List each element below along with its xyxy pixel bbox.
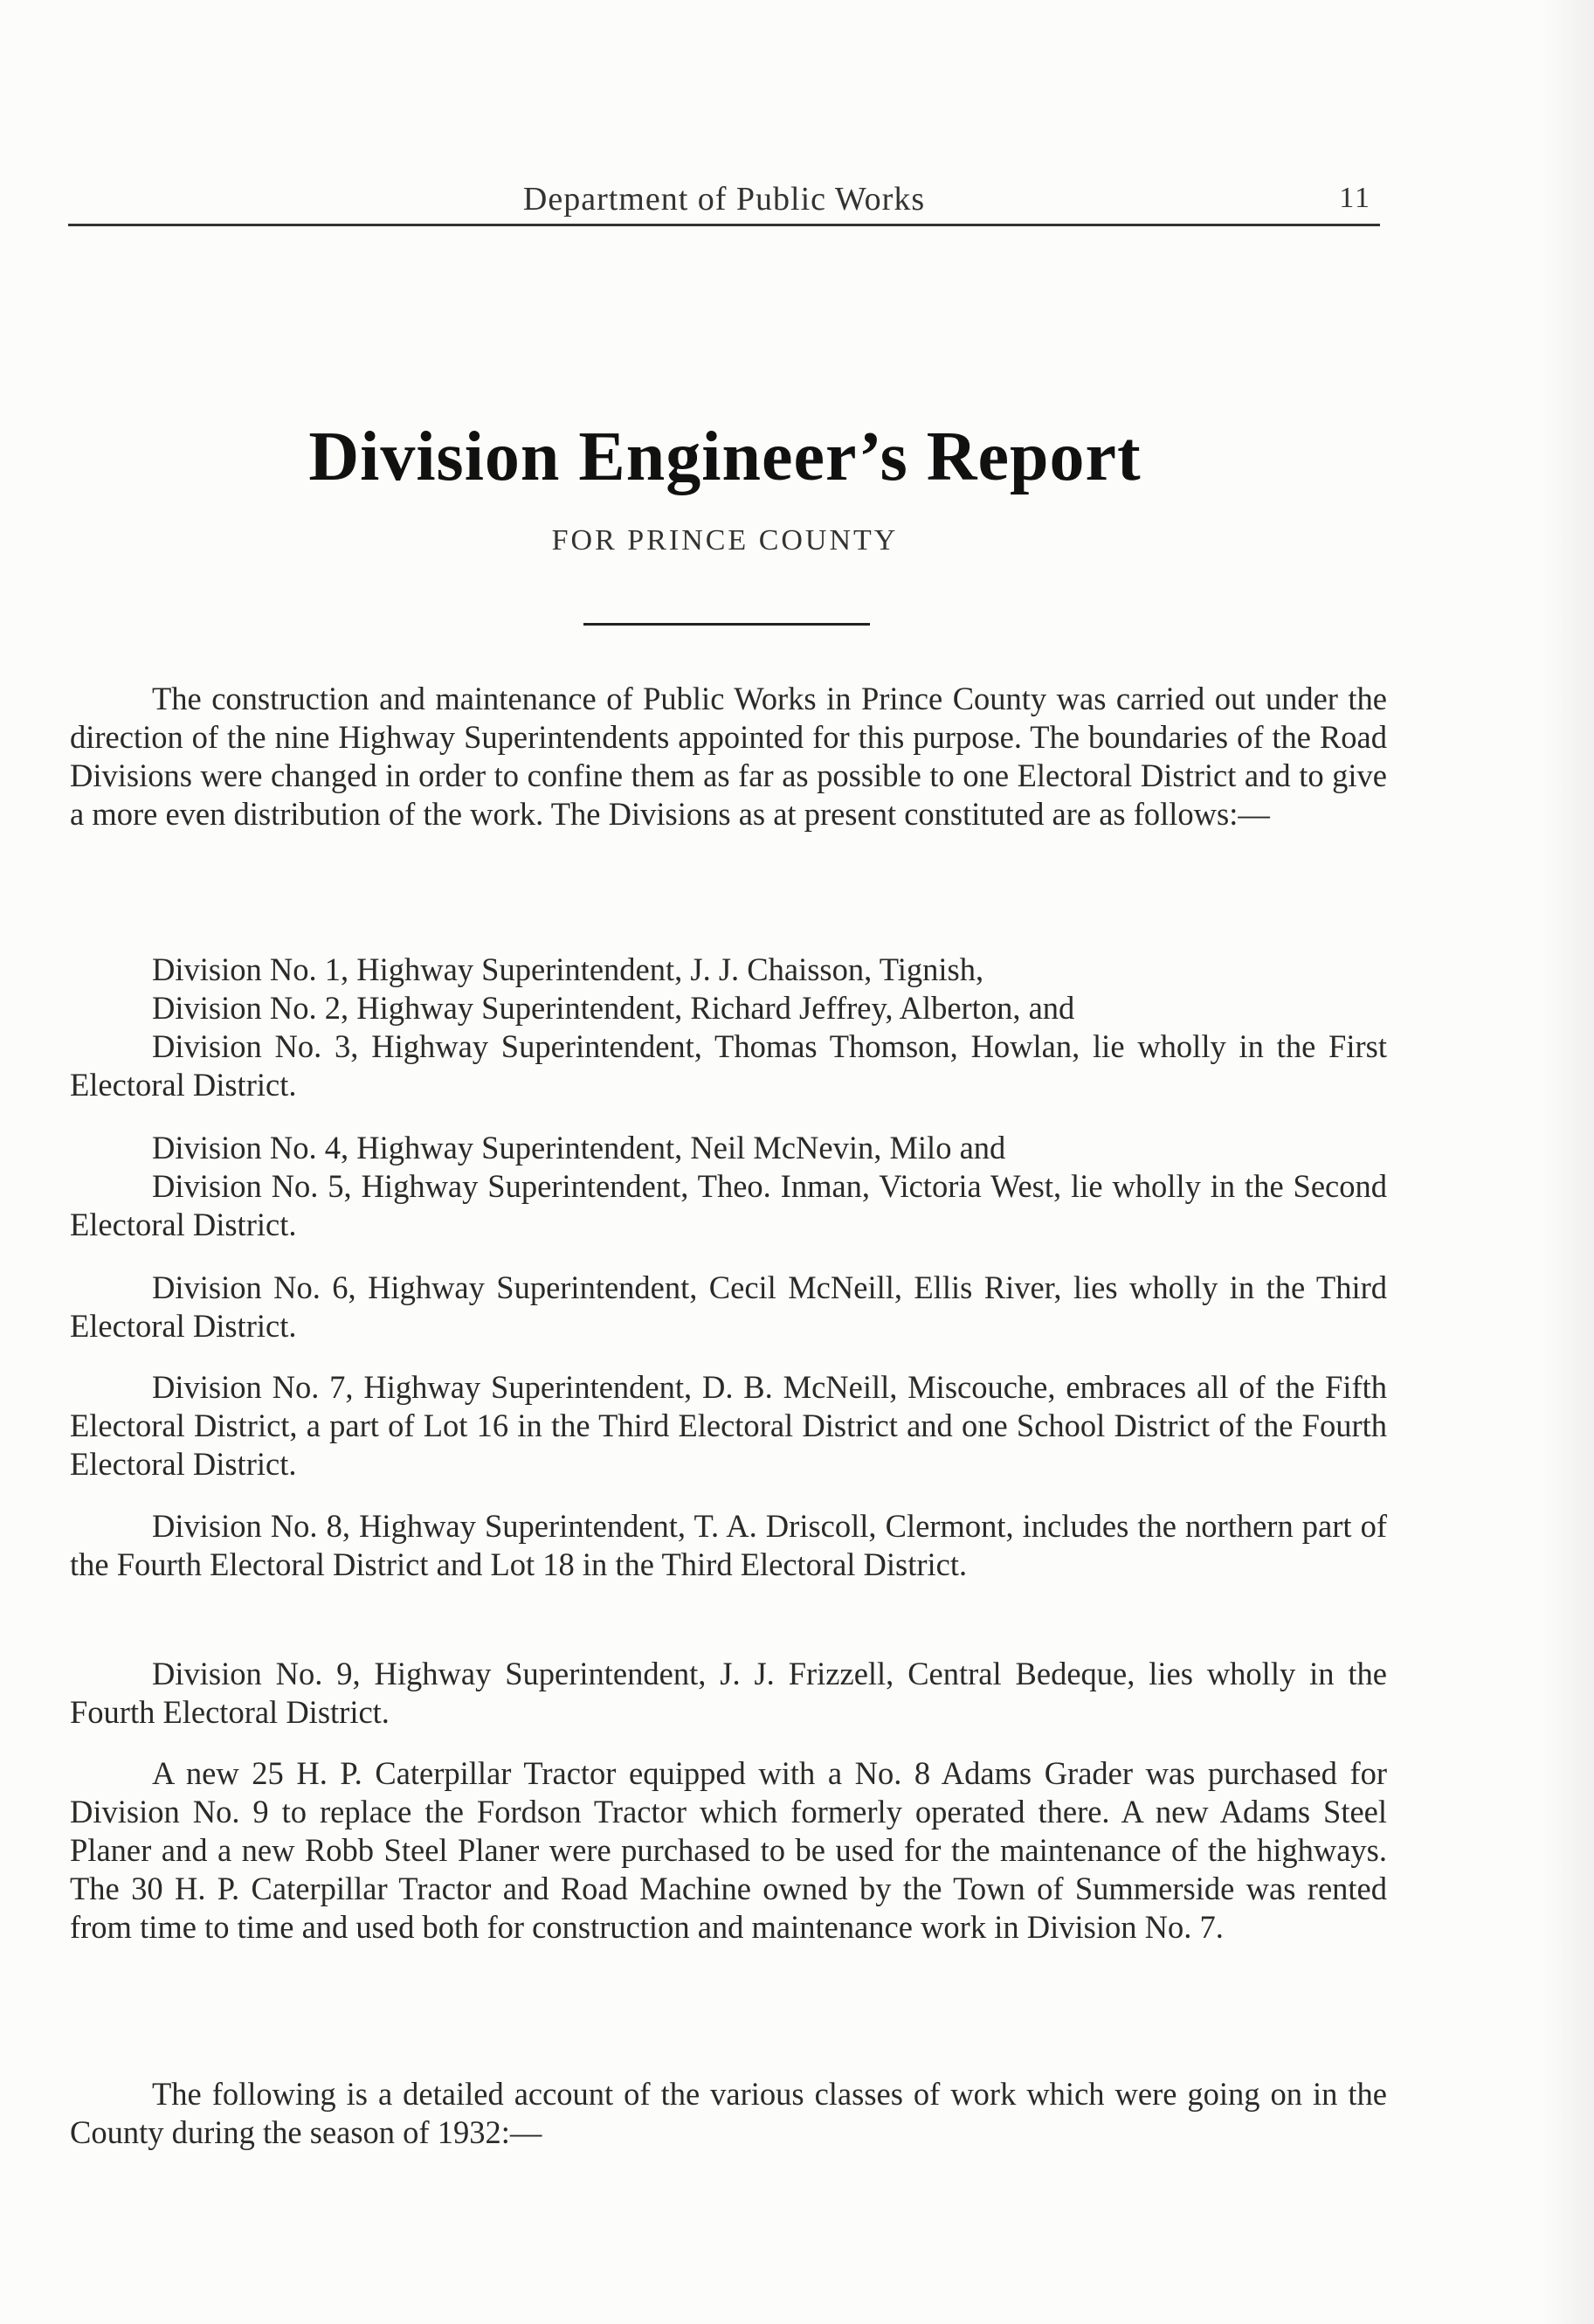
running-header xyxy=(68,175,1380,227)
division-3-text: Division No. 3, Highway Superintendent, Thomas Thomson, Howlan, lie wholly in the First Electoral District. xyxy=(70,1028,1387,1103)
division-8-paragraph xyxy=(70,1507,1387,1584)
division-4-line: Division No. 4, Highway Superintendent, Neil McNevin, Milo and xyxy=(152,1130,1006,1165)
intro-paragraph xyxy=(70,680,1387,833)
division-6-paragraph xyxy=(70,1269,1387,1345)
division-9-text: Division No. 9, Highway Superintendent, J. J. Frizzell, Central Bedeque, lies wholly in the Fourth Electoral District. xyxy=(70,1656,1387,1730)
page-number: 11 xyxy=(1339,182,1371,214)
report-title: Division Engineer’s Report xyxy=(308,418,1142,495)
closing-paragraph xyxy=(70,2075,1387,2152)
title-divider xyxy=(583,623,870,626)
divisions-4-5-paragraph xyxy=(70,1129,1387,1244)
division-1-line: Division No. 1, Highway Superintendent, J. J. Chaisson, Tignish, xyxy=(152,951,984,987)
page-edge xyxy=(1542,0,1594,2324)
intro-text: The construction and maintenance of Public Works in Prince County was carried out under the direction of the nine Highway Superintendents appointed for this purpose. The boundaries of the Road Divisions were changed in order to confine them as far as possible to one Electoral District and to give a more even distribution of the work. The Divisions as at present constituted are as follows:— xyxy=(70,681,1387,832)
division-8-text: Division No. 8, Highway Superintendent, T. A. Driscoll, Clermont, includes the northern part of the Fourth Electoral District and Lot 18 in the Third Electoral District. xyxy=(70,1508,1387,1582)
header-rule xyxy=(68,224,1380,226)
division-5-text: Division No. 5, Highway Superintendent, Theo. Inman, Victoria West, lie wholly in the Second Electoral District. xyxy=(70,1168,1387,1242)
running-title: Department of Public Works xyxy=(522,181,926,218)
division-9-paragraph xyxy=(70,1655,1387,1732)
division-6-text: Division No. 6, Highway Superintendent, Cecil McNeill, Ellis River, lies wholly in the Third Electoral District. xyxy=(70,1269,1387,1344)
equipment-paragraph xyxy=(70,1754,1387,1947)
division-2-line: Division No. 2, Highway Superintendent, Richard Jeffrey, Alberton, and xyxy=(152,990,1075,1026)
report-subtitle: FOR PRINCE COUNTY xyxy=(551,524,899,557)
divisions-1-3-paragraph xyxy=(70,951,1387,1104)
equipment-text: A new 25 H. P. Caterpillar Tractor equipped with a No. 8 Adams Grader was purchased for Division No. 9 to replace the Fordson Tractor which formerly operated there. A new Adams Steel Planer and a new Robb Steel Planer were purchased to be used for the maintenance of the highways. The 30 H. P. Caterpillar Tractor and Road Machine owned by the Town of Summerside was rented from time to time and used both for construction and maintenance work in Division No. 7. xyxy=(70,1755,1387,1945)
closing-text: The following is a detailed account of the various classes of work which were going on in the County during the season of 1932:— xyxy=(70,2076,1387,2150)
division-7-text: Division No. 7, Highway Superintendent, D. B. McNeill, Miscouche, embraces all of the Fifth Electoral District, a part of Lot 16 in the Third Electoral District and one School District of the Fourth Electoral District. xyxy=(70,1369,1387,1482)
division-7-paragraph xyxy=(70,1368,1387,1484)
